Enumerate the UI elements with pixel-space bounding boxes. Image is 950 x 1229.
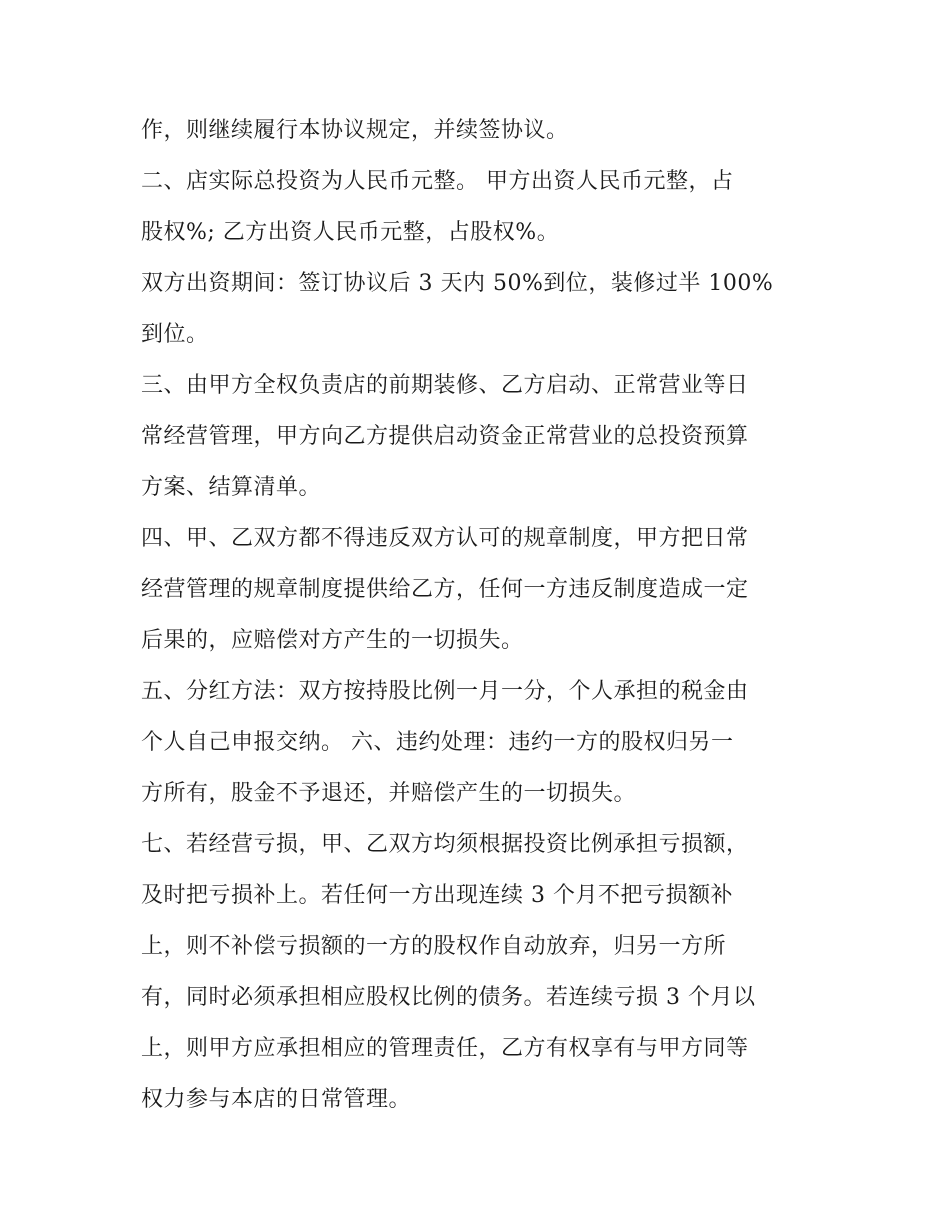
text-line: 后果的，应赔偿对方产生的一切损失。 [141,628,524,653]
text-line: 方所有，股金不予退还，并赔偿产生的一切损失。 [141,781,637,806]
text-line: 二、店实际总投资为人民币元整。 甲方出资人民币元整，占 [141,169,734,194]
text-line: 三、由甲方全权负责店的前期装修、乙方启动、正常营业等日 [141,373,749,398]
text-line: 有，同时必须承担相应股权比例的债务。若连续亏损 3 个月以 [141,985,756,1010]
text-line: 常经营管理，甲方向乙方提供启动资金正常营业的总投资预算 [141,424,749,449]
text-line: 及时把亏损补上。若任何一方出现连续 3 个月不把亏损额补 [141,883,733,908]
text-line: 七、若经营亏损，甲、乙双方均须根据投资比例承担亏损额， [141,832,749,857]
agreement-body-text [141,105,821,1125]
text-line: 经营管理的规章制度提供给乙方，任何一方违反制度造成一定 [141,577,749,602]
text-line: 双方出资期间：签订协议后 3 天内 50%到位，装修过半 100% [141,271,774,296]
text-line: 五、分红方法：双方按持股比例一月一分，个人承担的税金由 [141,679,749,704]
text-line: 方案、结算清单。 [141,475,322,500]
text-line: 权力参与本店的日常管理。 [141,1087,412,1112]
text-line: 作，则继续履行本协议规定，并续签协议。 [141,118,569,143]
text-line: 四、甲、乙双方都不得违反双方认可的规章制度，甲方把日常 [141,526,749,551]
text-line: 股权%; 乙方出资人民币元整，占股权%。 [141,220,560,245]
text-line: 到位。 [141,322,209,347]
text-line: 上，则甲方应承担相应的管理责任，乙方有权享有与甲方同等 [141,1036,749,1061]
text-line: 个人自己申报交纳。 六、违约处理：违约一方的股权归另一 [141,730,734,755]
text-line: 上，则不补偿亏损额的一方的股权作自动放弃，归另一方所 [141,934,727,959]
